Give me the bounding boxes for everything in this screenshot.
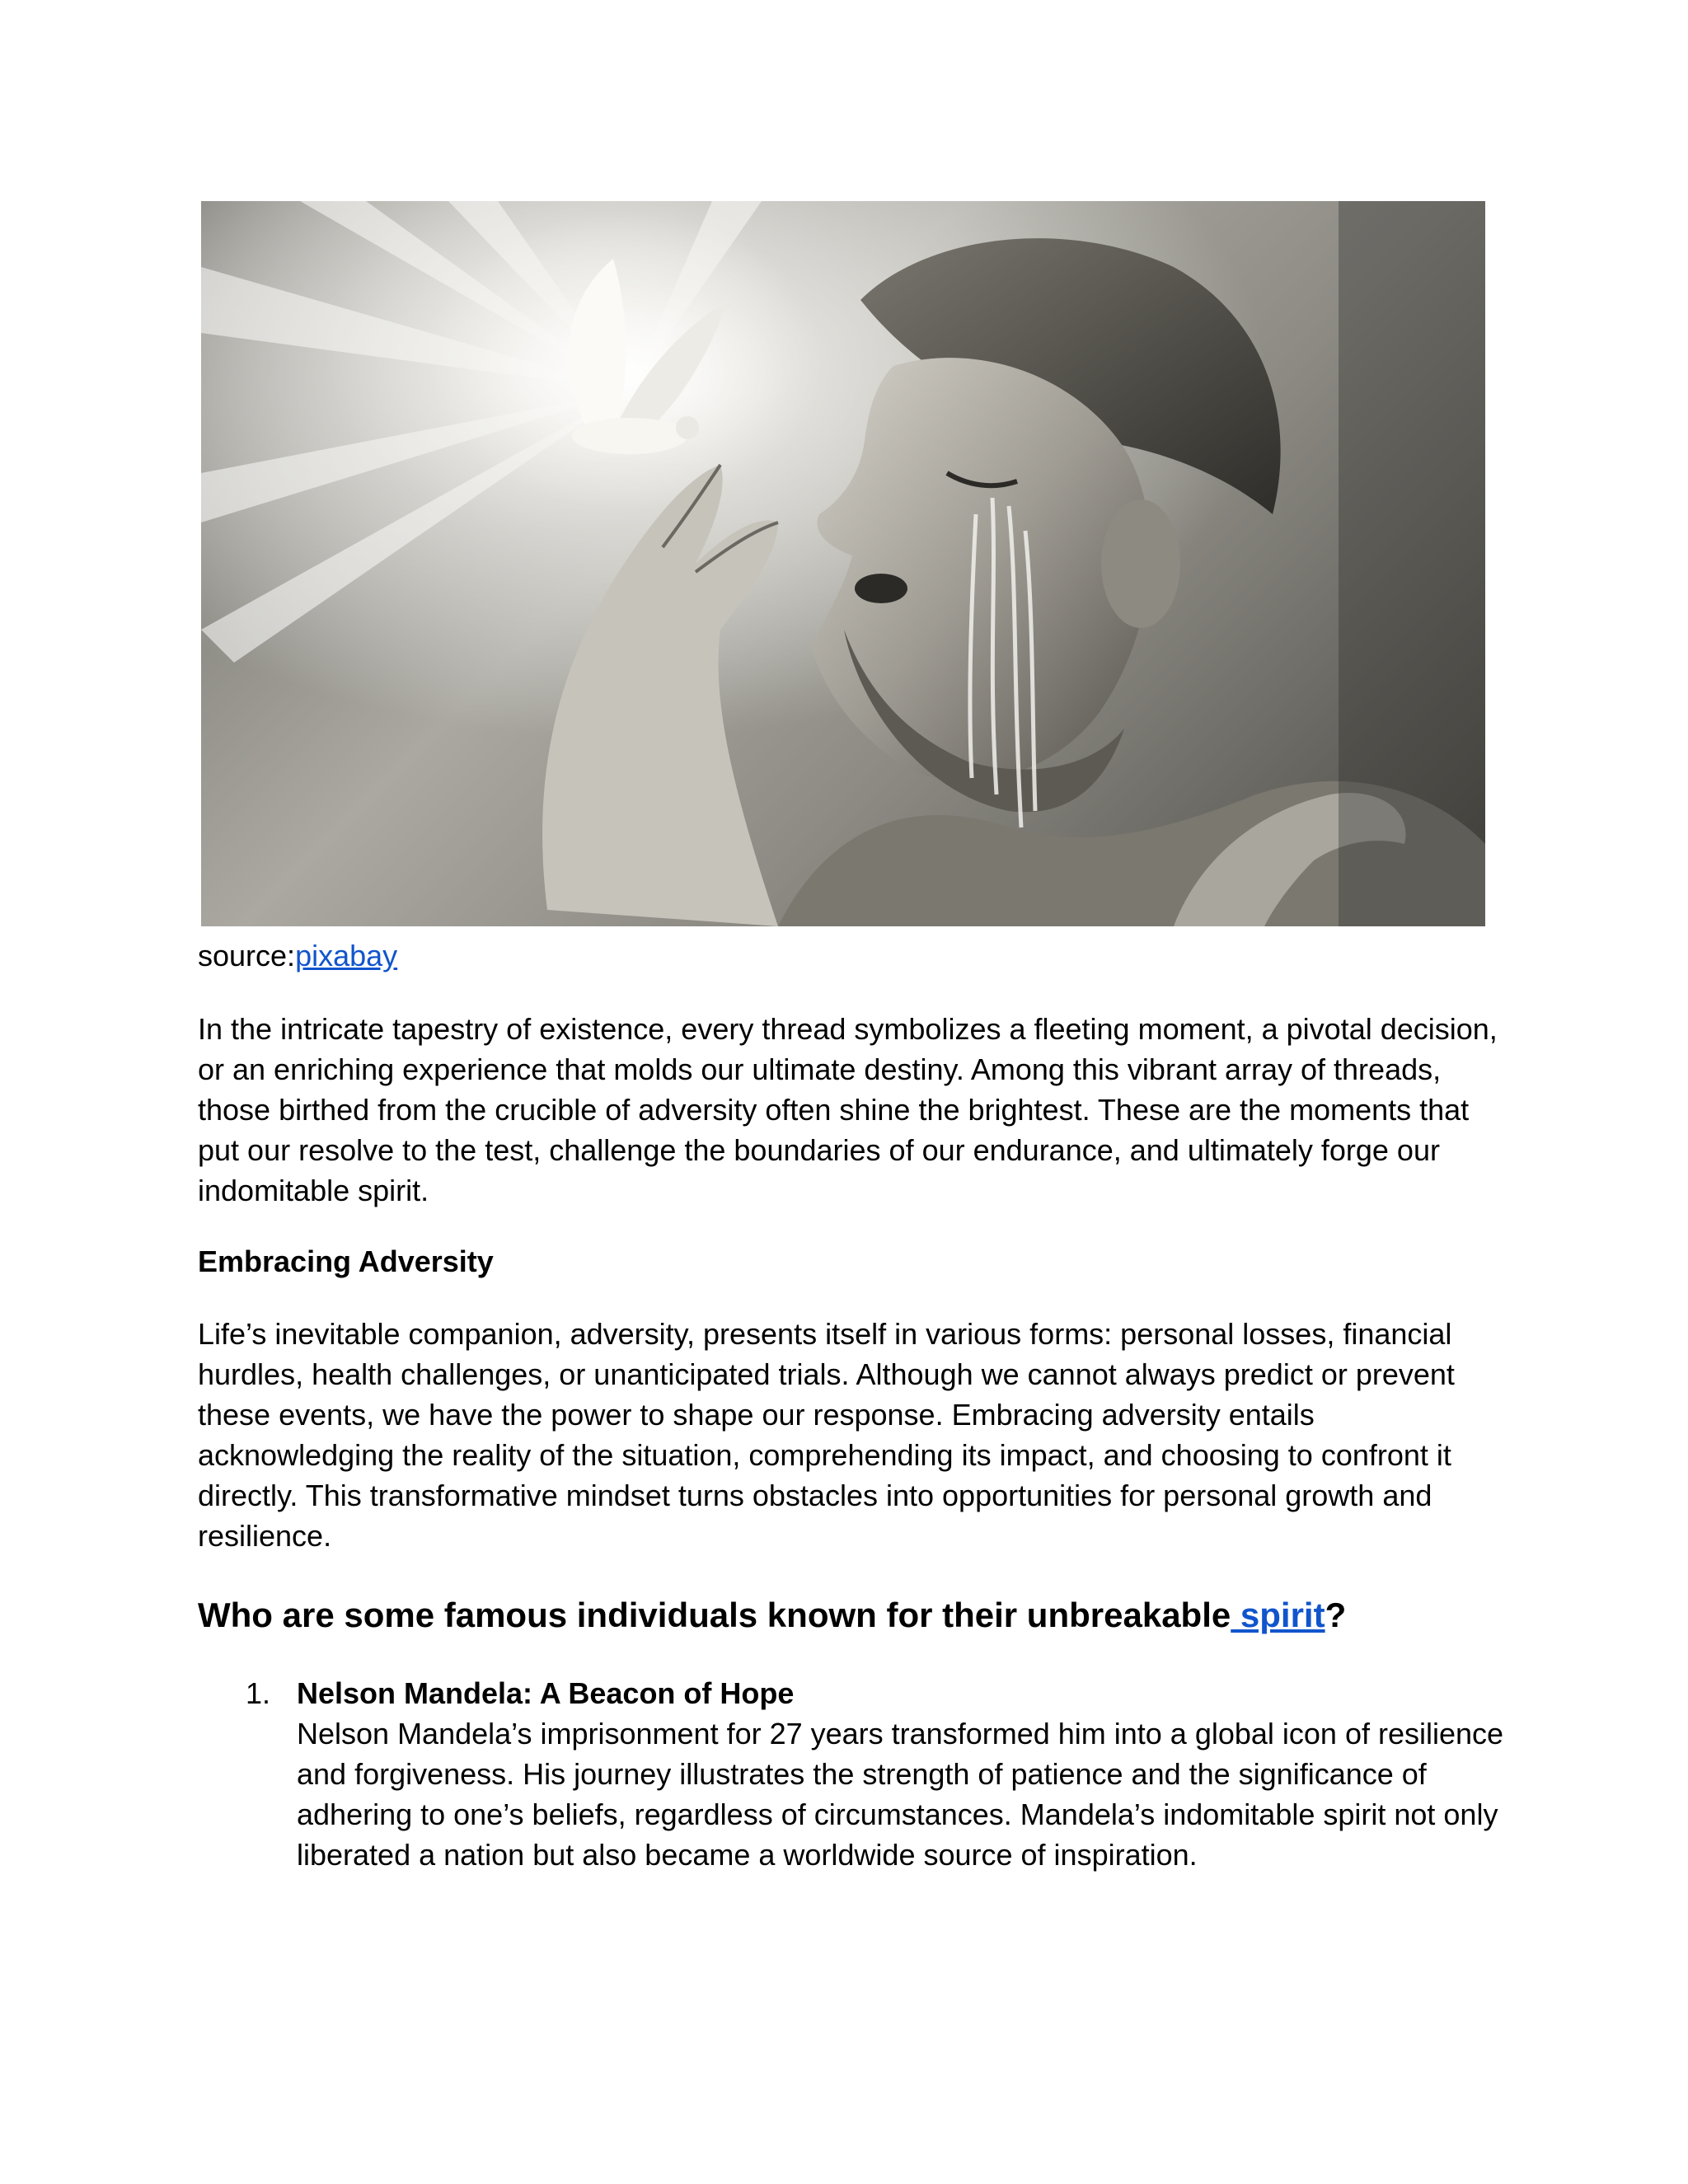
pixabay-link[interactable]: pixabay bbox=[295, 939, 398, 972]
heading-suffix: ? bbox=[1325, 1596, 1347, 1634]
heading-prefix: Who are some famous individuals known for their unbreakable bbox=[198, 1596, 1231, 1634]
embracing-adversity-paragraph: Life’s inevitable companion, adversity, presents itself in various forms: personal losses, financial hurdles, health challenges, or unanticipated trials. Although we cannot always predict or prevent these events, we have the power to shape our response. Embracing adversity entails acknowledging the reality of the situation, comprehending its impact, and choosing to confront it directly. This transformative mindset turns obstacles into opportunities for personal growth and resilience. bbox=[198, 1317, 1455, 1553]
list-item-title: Nelson Mandela: A Beacon of Hope bbox=[297, 1676, 795, 1710]
embracing-adversity-heading: Embracing Adversity bbox=[198, 1244, 494, 1278]
individuals-list bbox=[198, 1673, 1517, 1875]
hero-image bbox=[201, 201, 1485, 926]
list-item bbox=[198, 1673, 1517, 1875]
list-item-body: Nelson Mandela’s imprisonment for 27 years transformed him into a global icon of resilience and forgiveness. His journey illustrates the strength of patience and the significance of adhering to one’s beliefs, regardless of circumstances. Mandela’s indomitable spirit not only liberated a nation but also became a worldwide source of inspiration. bbox=[297, 1717, 1504, 1872]
famous-individuals-heading bbox=[198, 1592, 1346, 1638]
hero-illustration bbox=[201, 201, 1485, 926]
caption-prefix: source: bbox=[198, 939, 296, 972]
image-caption bbox=[198, 935, 397, 977]
list-item-number: 1. bbox=[246, 1676, 271, 1710]
intro-paragraph: In the intricate tapestry of existence, every thread symbolizes a fleeting moment, a pivotal decision, or an enriching experience that molds our ultimate destiny. Among this vibrant array of threads, those birthed from the crucible of adversity often shine the brightest. These are the moments that put our resolve to the test, challenge the boundaries of our endurance, and ultimately forge our indomitable spirit. bbox=[198, 1012, 1498, 1207]
spirit-link[interactable]: spirit bbox=[1231, 1596, 1325, 1634]
